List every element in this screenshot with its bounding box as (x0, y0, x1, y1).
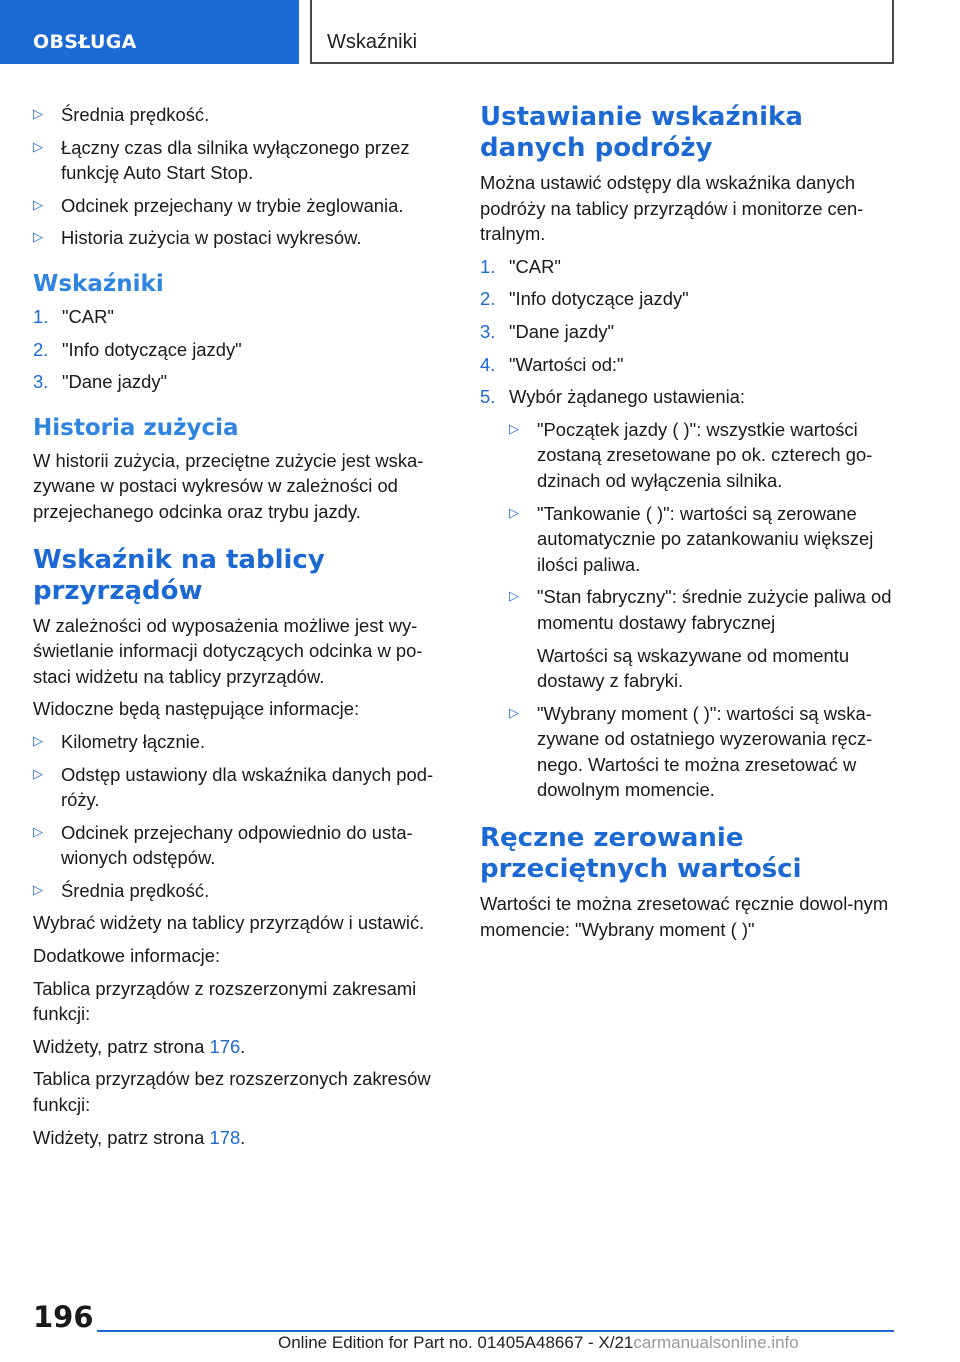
paragraph: Można ustawić odstępy dla wskaźnika danych podróży na tablicy przyrządów i monitorze cen-tralnym. (480, 172, 864, 245)
list-item: ▷ Odcinek przejechany w trybie żeglowania. (33, 193, 449, 219)
heading-ustawianie: Ustawianie wskaźnika danych podróży (480, 102, 803, 163)
paragraph: Widżety, patrz strona 176. (33, 1035, 246, 1057)
list-item: ▷ Średnia prędkość. (33, 102, 449, 128)
numbered-item: 2. "Info dotyczące jazdy" (480, 286, 896, 312)
numbered-item: 1. "CAR" (480, 254, 896, 280)
option-item: ▷ "Wybrany moment ( )": wartości są wska-zywane od ostatniego wyzerowania ręcz-nego. Wartości te można zresetować w dowolnym momencie. (509, 702, 873, 801)
step-number: 4. (480, 353, 496, 375)
paragraph: Widoczne będą następujące informacje: (33, 698, 360, 720)
triangle-bullet-icon: ▷ (509, 421, 519, 437)
paragraph: Tablica przyrządów z rozszerzonymi zakresami funkcji: (33, 977, 417, 1025)
paragraph: Wybrać widżety na tablicy przyrządów i ustawić. (33, 912, 425, 934)
step-number: 2. (480, 288, 496, 310)
page-link-178[interactable]: 178 (209, 1126, 241, 1148)
heading-wskazniki: Wskaźniki (33, 270, 164, 297)
option-item: ▷ "Początek jazdy ( )": wszystkie wartości zostaną zresetowane po ok. czterech go-dzinach od wyłączenia silnika. (509, 418, 873, 491)
footer-edition (278, 1333, 799, 1353)
paragraph: Dodatkowe informacje: (33, 945, 221, 967)
triangle-bullet-icon: ▷ (33, 824, 43, 840)
page-link-176[interactable]: 176 (209, 1035, 241, 1057)
option-item: ▷ "Tankowanie ( )": wartości są zerowane automatycznie po zatankowaniu większej ilości paliwa. (509, 502, 874, 575)
triangle-bullet-icon: ▷ (509, 705, 519, 721)
triangle-bullet-icon: ▷ (33, 230, 43, 246)
list-item: ▷ Średnia prędkość. (33, 878, 449, 904)
list-item: ▷ Historia zużycia w postaci wykresów. (33, 225, 449, 251)
step-number: 3. (33, 371, 49, 393)
section-tab (0, 0, 299, 64)
list-item: ▷ Kilometry łącznie. (33, 729, 449, 755)
triangle-bullet-icon: ▷ (33, 733, 43, 749)
triangle-bullet-icon: ▷ (509, 505, 519, 521)
triangle-bullet-icon: ▷ (33, 139, 43, 155)
list-item: ▷ Odstęp ustawiony dla wskaźnika danych pod-róży. (33, 763, 434, 811)
list-item: ▷ Łączny czas dla silnika wyłączonego przez funkcję Auto Start Stop. (33, 136, 410, 184)
step-number: 2. (33, 338, 49, 360)
step-number: 1. (480, 255, 496, 277)
triangle-bullet-icon: ▷ (33, 197, 43, 213)
page-number: 196 (33, 1300, 94, 1334)
triangle-bullet-icon: ▷ (33, 766, 43, 782)
numbered-item: 4. "Wartości od:" (480, 352, 896, 378)
numbered-item: 5. Wybór żądanego ustawienia: (480, 384, 896, 410)
option-note: Wartości są wskazywane od momentu dostawy z fabryki. (537, 644, 850, 692)
triangle-bullet-icon: ▷ (33, 107, 43, 122)
step-number: 1. (33, 305, 49, 327)
numbered-item: 3. "Dane jazdy" (33, 369, 449, 395)
chapter-tab (310, 0, 894, 64)
edition-text: Online Edition for Part no. 01405A48667 - X/21 (278, 1333, 634, 1352)
footer-rule (97, 1330, 894, 1332)
triangle-bullet-icon: ▷ (509, 589, 519, 605)
paragraph: Widżety, patrz strona 178. (33, 1126, 246, 1148)
watermark: carmanualsonline.info (633, 1333, 799, 1352)
paragraph: W zależności od wyposażenia możliwe jest wy-świetlanie informacji dotyczących odcinka w po-staci widżetu na tablicy przyrządów. (33, 614, 423, 687)
step-number: 3. (480, 320, 496, 342)
heading-historia: Historia zużycia (33, 414, 239, 441)
numbered-item: 2. "Info dotyczące jazdy" (33, 337, 449, 363)
numbered-item: 3. "Dane jazdy" (480, 319, 896, 345)
left-column (33, 102, 449, 1157)
heading-reczne: Ręczne zerowanie przeciętnych wartości (480, 823, 802, 885)
heading-tablica: Wskaźnik na tablicy przyrządów (33, 544, 325, 606)
list-item: ▷ Odcinek przejechany odpowiednio do usta-wionych odstępów. (33, 821, 413, 869)
option-item: ▷ "Stan fabryczny": średnie zużycie paliwa od momentu dostawy fabrycznej (509, 586, 892, 633)
paragraph: Tablica przyrządów bez rozszerzonych zakresów funkcji: (33, 1068, 431, 1116)
paragraph: Wartości te można zresetować ręcznie dowol-nym momencie: "Wybrany moment ( )" (480, 893, 889, 940)
numbered-item: 1. "CAR" (33, 304, 449, 330)
triangle-bullet-icon: ▷ (33, 882, 43, 898)
paragraph: W historii zużycia, przeciętne zużycie jest wska-zywane w postaci wykresów w zależności od przejechanego odcinka oraz trybu jazdy. (33, 449, 424, 522)
step-number: 5. (480, 386, 496, 408)
right-column (480, 102, 896, 949)
section-label: OBSŁUGA (33, 31, 137, 53)
chapter-title: Wskaźniki (327, 31, 418, 53)
